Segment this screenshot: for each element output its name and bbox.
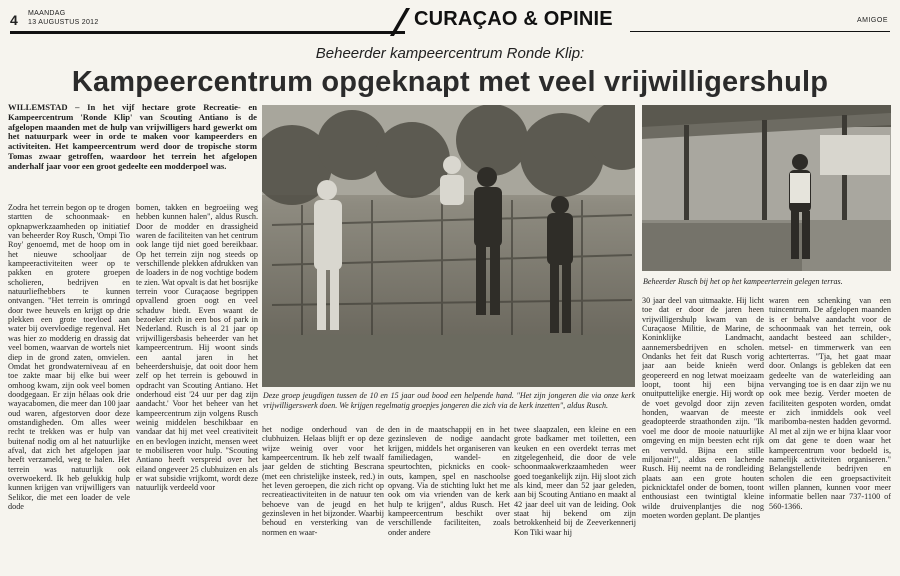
article-lead	[8, 103, 257, 202]
photo-caption-volunteers: Deze groep jeugdigen tussen de 10 en 15 jaar oud bood een helpende hand. "Het zijn jongeren die via onze kerk vrijwilligerswerk doen. We krijgen regelmatig groepjes jongeren die zich via de kerk inzetten", aldus Rusch.	[263, 391, 635, 410]
photo-caption-manager: Beheerder Rusch bij het op het kampeerterrein gelegen terras.	[643, 277, 843, 286]
dateline: WILLEMSTAD –	[8, 103, 80, 112]
header-rule-left	[10, 31, 405, 34]
issue-date	[28, 9, 99, 27]
page-number: 4	[10, 12, 18, 28]
issue-day: MAANDAG	[28, 10, 66, 17]
article-column-5: twee slaapzalen, een kleine en een grote badkamer met toiletten, een keuken en een overdekt terras met zitgelegenheid, die door de vele schoonmaakwerkzaamheden weer goed toegankelijk zijn. Hij sloot zich als kind, meer dan 52 jaar geleden, aan bij Scouting Antiano en maakt al 42 jaar deel uit van de leiding. Ook staat hij bekend om zijn betrokkenheid bij de Zeeverkennerij Kon Tiki waar hij	[514, 425, 636, 537]
article-kicker: Beheerder kampeercentrum Ronde Klip:	[315, 45, 585, 62]
photo-volunteers-image	[262, 105, 635, 387]
article-column-6: 30 jaar deel van uitmaakte. Hij licht toe dat er door de jaren heen vrijwilligershulp kwam van de Curaçaose Militie, de Marine, de Koninklijke Landmacht, aannemersbedrijven en scholen. Ondanks het feit dat Rusch vorig jaar aan beide knieën werd geopereerd en nog letwat moeizaam loopt, toont hij een bijna onuitputtelijke energie. Hij wordt op de voet gevolgd door zijn zeven honden, waarvan de meeste geadopteerde straathonden zijn. "Ik voel me door de mooie natuurlijke omgeving en mijn beesten echt rijk en vervuld. Bijna een stille miljonair!", aldus een lachende Rusch. Hij neemt na de rondleiding plaats aan een grote houten picknicktafel onder de bomen, toont enthousiast een twintigtal kleine wilde druivenplantjes die nog moeten worden geplant. De plantjes	[642, 296, 764, 520]
newspaper-name: AMIGOE	[856, 17, 888, 24]
article-column-4: den in de maatschappij en in het gezinsleven de nodige aandacht krijgen, middels het organiseren van familiedagen, wandel- en speurtochten, picknicks en cook-outs, kampen, spel en naschoolse opvang. Via de stichting lukt het me ook om via vrienden van de kerk hulp te krijgen", aldus Rusch. Het kampeercentrum beschikt over verschillende faciliteiten, zoals onder andere	[388, 425, 510, 537]
article-column-1: Zodra het terrein begon op te drogen startten de schoonmaak- en opknapwerkzaamheden op initiatief van beheerder Roy Rusch, 'Ompi Tio Roy' genoemd, met de hoop om in het nieuwe schooljaar de kampeeractiviteiten weer op te pakken en grotere groepen scholieren, bedrijven en natuurliefhebbers te kunnen ontvangen. "Het terrein is omringd door twee heuvels en krijgt op drie plekken een grote toevloed aan water bij overvloedige regenval. Het was hier zo modderig en drassig dat veel bomen, waarvan de wortels niet diep in de grond zaten, omvielen. Omdat het grondwaterniveau af en toe zakte maar bij elke bui weer omhoog kwam, zijn ook veel bomen doodgegaan. Er zijn hélaas ook drie wayacabomen, die meer dan 100 jaar oud waren, afgestorven door deze omstandigheden. Om alles weer recht te trekken was er hulp van buitenaf nodig om al het natuurlijke afval, dat zich het afgelopen jaar heeft verzameld, weg te halen. Het terrein was natuurlijk ook overwoekerd. Ik heb gelukkig hulp kunnen krijgen van vrijwilligers van Selikor, die met een loader de vele dode	[8, 203, 130, 511]
page-header	[0, 0, 900, 40]
article-headline: Kampeercentrum opgeknapt met veel vrijwilligershulp	[71, 66, 829, 98]
photo-manager-image	[642, 105, 891, 271]
article-column-7: waren een schenking van een tuincentrum. De afgelopen maanden is er behalve aandacht voor de schoonmaak van het terrein, ook aandacht besteed aan schilder-, metsel- en timmerwerk van een achterterras. "Tja, het gaat maar door. Onlangs is gebleken dat een gedeelte van de waterleiding aan vervanging toe is en daar zijn we nu ook mee bezig. Verder moeten de faciliteiten gespoten worden, omdat er zich inmiddels ook veel maribomba-nesten hadden gevormd. Al met al zijn we er bijna klaar voor om dat gene te doen waar het kampeercentrum voor bedoeld is, namelijk activiteiten organiseren." Belangstellende bedrijven en scholen die een groepsactiviteit willen plannen, kunnen voor meer informatie bellen naar 737-1100 of 560-1366.	[769, 296, 891, 511]
photo-manager	[642, 105, 891, 271]
article-column-2: bomen, takken en begroeiing weg hebben kunnen halen", aldus Rusch. Door de modder en drassigheid waren de faciliteiten van het centrum ook lange tijd niet goed bereikbaar. Op het terrein zijn nog steeds op verschillende plekken afdrukken van de loaders in de nog vochtige bodem te zien. Wat opvalt is dat het bosrijke terrein voor Curaçaose begrippen opvallend groen oogt en veel schaduw biedt. Even waant de bezoeker zich in een bos of park in Nederland. Rusch is al 21 jaar op vrijwilligersbasis beheerder van het kampeercentrum. Hij woont sinds een aantal jaren in het beheerdershuisje, dat ooit door hem zelf op het terrein is gebouwd in opdracht van Scouting Antiano. Het onderhoud eist '24 uur per dag zijn aandacht.' Voor het beheer van het kampeercentrum zijn volgens Rusch weinig middelen beschikbaar en vandaar dat hij met veel creativiteit en en bevlogen inzicht, mensen weet te mobiliseren voor hulp. "Scouting Antiano heeft verspreid over het eiland ongeveer 25 clubhuizen en als er wat subsidie vrijkomt, wordt deze natuurlijk verdeeld voor	[136, 203, 258, 493]
article-column-3: het nodige onderhoud van de clubhuizen. Helaas blijft er op deze wijze weinig over voor het kampeercentrum. Ik heb zelf twaalf jaar gelden de stichting Bescrana (met een christelijke insteek, red.) in het leven geroepen, die zich richt op recreatieactiviteiten in de natuur ten behoeve van de jeugd en het gezinsleven in het bijzonder. Waarbij behoud en versterking van de normen en waar-	[262, 425, 384, 537]
header-rule-right	[630, 31, 890, 32]
section-title: CURAÇAO & OPINIE	[414, 8, 613, 30]
lead-text: In het vijf hectare grote Recreatie- en Kampeercentrum 'Ronde Klip' van Scouting Antiano is de afgelopen maanden met de hulp van vrijwilligers hard gewerkt om het natuurpark weer in orde te maken voor kampeerders en activiteiten. Het kampeercentrum werd door de tropische storm Tomas zwaar getroffen, waardoor het terrein het afgelopen anderhalf jaar voor een groot gedeelte een modderpoel was.	[8, 103, 257, 171]
issue-date-text: 13 AUGUSTUS 2012	[28, 19, 99, 26]
photo-volunteers	[262, 105, 635, 387]
